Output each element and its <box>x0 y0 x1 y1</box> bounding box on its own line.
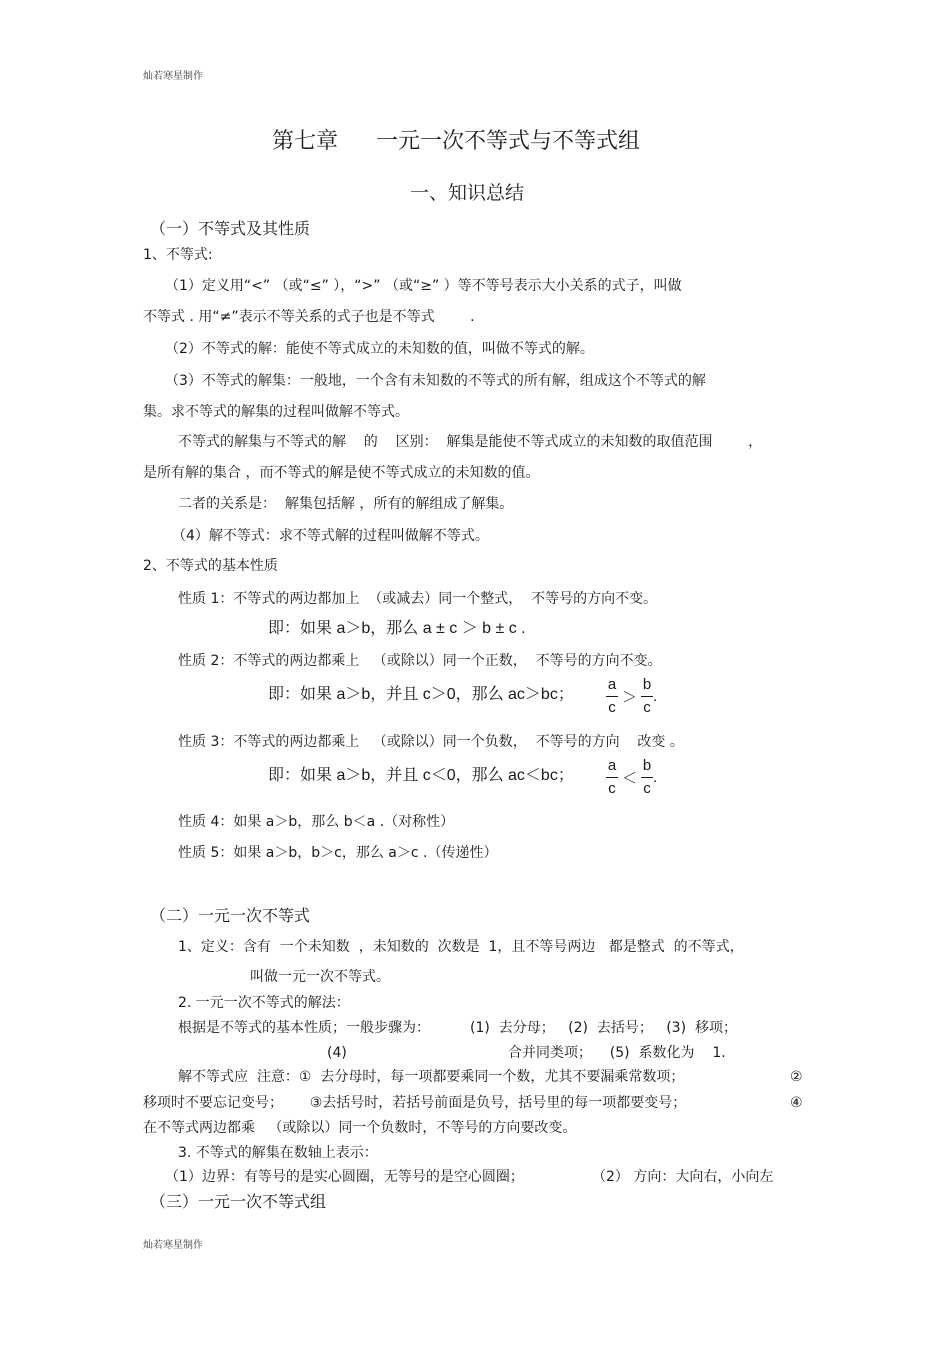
number-line-title: 3. 不等式的解集在数轴上表示： <box>178 1145 378 1161</box>
fraction-b-over-c <box>641 757 653 798</box>
relation-line: 二者的关系是： 解集包括解 ，所有的解组成了解集。 <box>178 496 514 512</box>
property4: 性质 4：如果 a＞b，那么 b＜a .（对称性） <box>178 814 455 830</box>
fraction-a-over-c <box>606 757 618 798</box>
numerator: b <box>642 757 652 774</box>
difference-line1: 不等式的解集与不等式的解 的 区别： 解集是能使不等式成立的未知数的取值范围 ， <box>178 434 763 450</box>
notes-line1: 解不等式应 注意：① 去分母时，每一项都要乘同一个数，尤其不要漏乘常数项； <box>178 1069 685 1085</box>
less-sign: ＜ <box>622 770 638 787</box>
numerator: a <box>607 676 617 693</box>
property2-fraction <box>606 676 657 717</box>
fraction-bar <box>606 696 618 697</box>
property1: 性质 1：不等式的两边都加上 （或减去）同一个整式， 不等号的方向不变。 <box>178 591 658 607</box>
period: . <box>653 769 658 786</box>
fraction-b-over-c <box>641 676 653 717</box>
notes-line2: 移项时不要忘记变号； ③去括号时，若括号前面是负号，括号里的每一项都要变号； <box>143 1095 687 1111</box>
page-title: 一元一次不等式与不等式组 <box>376 129 641 154</box>
part2-heading: （二）一元一次不等式 <box>150 906 311 925</box>
linear-def-line2: 叫做一元一次不等式。 <box>250 969 390 985</box>
watermark-bottom: 灿若寒星制作 <box>143 1240 203 1251</box>
property3-fraction <box>606 757 657 798</box>
numerator: b <box>642 676 652 693</box>
method-title: 2. 一元一次不等式的解法： <box>178 995 350 1011</box>
fraction-a-over-c <box>606 676 618 717</box>
property2-formula: 即：如果 a＞b，并且 c＞0，那么 ac＞bc； <box>268 686 574 703</box>
item1-title: 1、不等式: <box>143 247 213 263</box>
difference-line2: 是所有解的集合 ，而不等式的解是使不等式成立的未知数的值。 <box>143 465 540 481</box>
chapter-label: 第七章 <box>272 129 339 154</box>
linear-def-line1: 1、定义：含有 一个未知数 ，未知数的 次数是 1，且不等号两边 都是整式 的不等式， <box>178 939 744 955</box>
period: . <box>653 688 658 705</box>
numerator: a <box>607 757 617 774</box>
fraction-bar <box>641 777 653 778</box>
denominator: c <box>608 699 616 716</box>
method-step4-number: (4) <box>327 1045 347 1061</box>
property3-formula: 即：如果 a＞b，并且 c＜0，那么 ac＜bc； <box>268 767 574 784</box>
denominator: c <box>643 780 651 797</box>
definition-line1: （1）定义用“<” （或“≤” ），“>” （或“≥” ）等不等号表示大小关系的式子，叫做 <box>165 278 682 294</box>
notes-line3: 在不等式两边都乘 （或除以）同一个负数时，不等号的方向要改变。 <box>143 1120 577 1136</box>
solve-def: （4）解不等式：求不等式解的过程叫做解不等式。 <box>172 528 489 544</box>
method-steps-line1: 根据是不等式的基本性质；一般步骤为： (1) 去分母； (2) 去括号； (3) 移项； <box>178 1020 737 1036</box>
property5: 性质 5：如果 a＞b，b＞c，那么 a＞c .（传递性） <box>178 845 498 861</box>
number-line-boundary: （1）边界：有等号的是实心圆圈，无等号的是空心圆圈； <box>165 1169 524 1185</box>
definition-line2: 不等式 . 用“≠”表示不等关系的式子也是不等式 . <box>143 309 475 325</box>
property3: 性质 3：不等式的两边都乘上 （或除以）同一个负数， 不等号的方向 改变 。 <box>178 734 684 750</box>
greater-sign: ＞ <box>622 689 638 706</box>
property2: 性质 2：不等式的两边都乘上 （或除以）同一个正数， 不等号的方向不变。 <box>178 653 662 669</box>
notes-line2-marker: ④ <box>790 1095 803 1111</box>
section-heading: 一、知识总结 <box>410 182 525 204</box>
number-line-direction: （2） 方向：大向右，小向左 <box>592 1169 774 1185</box>
notes-line1-marker: ② <box>790 1069 803 1085</box>
solution-def: （2）不等式的解：能使不等式成立的未知数的值，叫做不等式的解。 <box>165 341 594 357</box>
solution-set-line2: 集。求不等式的解集的过程叫做解不等式。 <box>143 404 409 420</box>
denominator: c <box>643 699 651 716</box>
property1-formula: 即：如果 a＞b，那么 a ± c ＞ b ± c . <box>268 620 526 637</box>
method-steps-line2: 合并同类项； (5) 系数化为 1. <box>508 1045 726 1061</box>
denominator: c <box>608 780 616 797</box>
part3-heading: （三）一元一次不等式组 <box>150 1192 327 1211</box>
fraction-bar <box>641 696 653 697</box>
part1-heading: （一）不等式及其性质 <box>150 219 311 238</box>
item2-title: 2、不等式的基本性质 <box>143 558 278 574</box>
fraction-bar <box>606 777 618 778</box>
watermark-top: 灿若寒星制作 <box>143 71 203 82</box>
solution-set-line1: （3）不等式的解集：一般地，一个含有未知数的不等式的所有解，组成这个不等式的解 <box>165 373 706 389</box>
